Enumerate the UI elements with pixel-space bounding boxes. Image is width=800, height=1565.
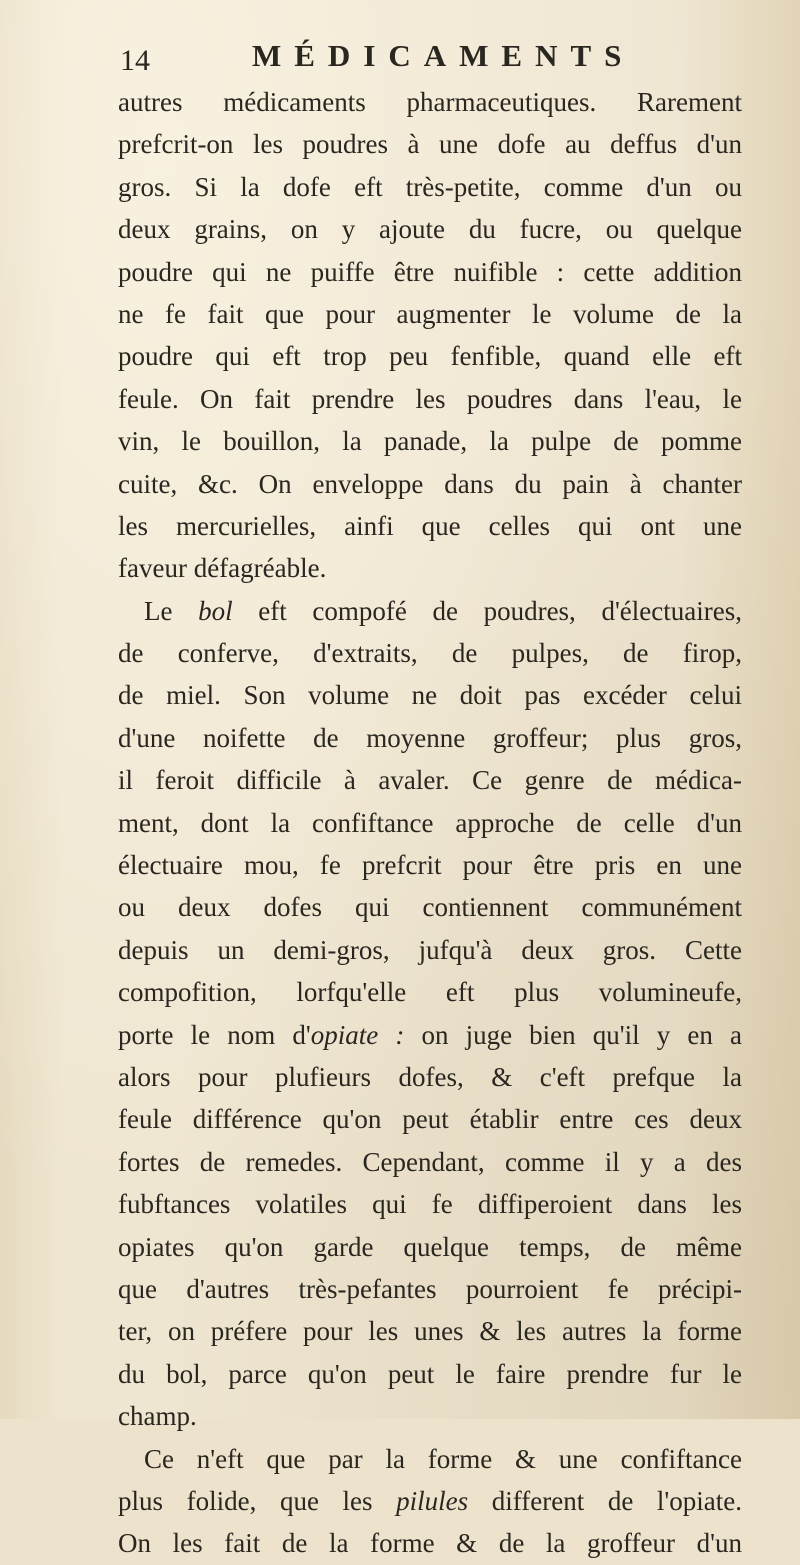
text-line: fortes de remedes. Cependant, comme il y a des xyxy=(118,1146,742,1177)
text-line: il feroit difficile à avaler. Ce genre de médica- xyxy=(118,765,742,796)
text-line: feule différence qu'on peut établir entre ces deux xyxy=(118,1104,742,1135)
text-line xyxy=(118,1480,742,1522)
italic-term-bol: bol xyxy=(198,595,233,626)
text-line: compofition, lorfqu'elle eft plus volumineufe, xyxy=(118,977,742,1008)
line-text: eft compofé de poudres, d'électuaires, xyxy=(232,595,742,626)
text-line: gros. Si la dofe eft très-petite, comme d'un ou xyxy=(118,171,742,202)
running-head xyxy=(120,38,640,78)
text-line xyxy=(118,590,742,632)
text-line: poudre qui ne puiffe être nuifible : cette addition xyxy=(118,256,742,287)
text-line: que d'autres très-pefantes pourroient fe précipi- xyxy=(118,1273,742,1304)
text-line: alors pour plufieurs dofes, & c'eft prefque la xyxy=(118,1061,742,1092)
line-text: porte le nom d' xyxy=(118,1019,311,1050)
line-text: Ce n'eft que par la forme & une confiftance xyxy=(144,1443,742,1474)
line-text: plus folide, que les xyxy=(118,1485,397,1516)
text-line: de conferve, d'extraits, de pulpes, de firop, xyxy=(118,638,742,669)
text-line: On les fait de la forme & de la groffeur d'un xyxy=(118,1528,742,1559)
text-line: champ. xyxy=(118,1401,197,1432)
text-line: du bol, parce qu'on peut le faire prendre fur le xyxy=(118,1358,742,1389)
line-text: on juge bien qu'il y en a xyxy=(404,1019,742,1050)
page-number: 14 xyxy=(120,44,150,77)
text-line: fubftances volatiles qui fe diffiperoient dans les xyxy=(118,1189,742,1220)
line-text: Le xyxy=(144,595,199,626)
line-text: different de l'opiate. xyxy=(468,1485,743,1516)
text-line: prefcrit-on les poudres à une dofe au deffus d'un xyxy=(118,129,742,160)
text-line: ment, dont la confiftance approche de celle d'un xyxy=(118,807,742,838)
text-line xyxy=(118,1438,742,1480)
text-line: poudre qui eft trop peu fenfible, quand elle eft xyxy=(118,341,742,372)
text-line: vin, le bouillon, la panade, la pulpe de pomme xyxy=(118,426,742,457)
italic-term-opiate: opiate : xyxy=(310,1019,405,1050)
text-line: faveur défagréable. xyxy=(118,553,327,584)
text-line: depuis un demi-gros, jufqu'à deux gros. Cette xyxy=(118,934,742,965)
italic-term-pilules: pilules xyxy=(396,1485,469,1516)
text-line: de miel. Son volume ne doit pas excéder celui xyxy=(118,680,742,711)
running-title: MÉDICAMENTS xyxy=(252,38,635,73)
text-line: ne fe fait que pour augmenter le volume de la xyxy=(118,298,742,329)
text-line: feule. On fait prendre les poudres dans l'eau, le xyxy=(118,383,742,414)
text-line: ou deux dofes qui contiennent communément xyxy=(118,892,742,923)
text-line: cuite, &c. On enveloppe dans du pain à chanter xyxy=(118,468,742,499)
text-line: électuaire mou, fe prefcrit pour être pris en une xyxy=(118,850,742,881)
text-line: deux grains, on y ajoute du fucre, ou quelque xyxy=(118,214,742,245)
text-line: d'une noifette de moyenne groffeur; plus gros, xyxy=(118,722,742,753)
text-line: les mercurielles, ainfi que celles qui ont une xyxy=(118,510,742,541)
text-line: opiates qu'on garde quelque temps, de même xyxy=(118,1231,742,1262)
body-text xyxy=(118,81,742,1565)
text-line: autres médicaments pharmaceutiques. Rarement xyxy=(118,87,742,117)
text-line xyxy=(118,1014,742,1056)
text-line: ter, on préfere pour les unes & les autres la forme xyxy=(118,1316,742,1347)
